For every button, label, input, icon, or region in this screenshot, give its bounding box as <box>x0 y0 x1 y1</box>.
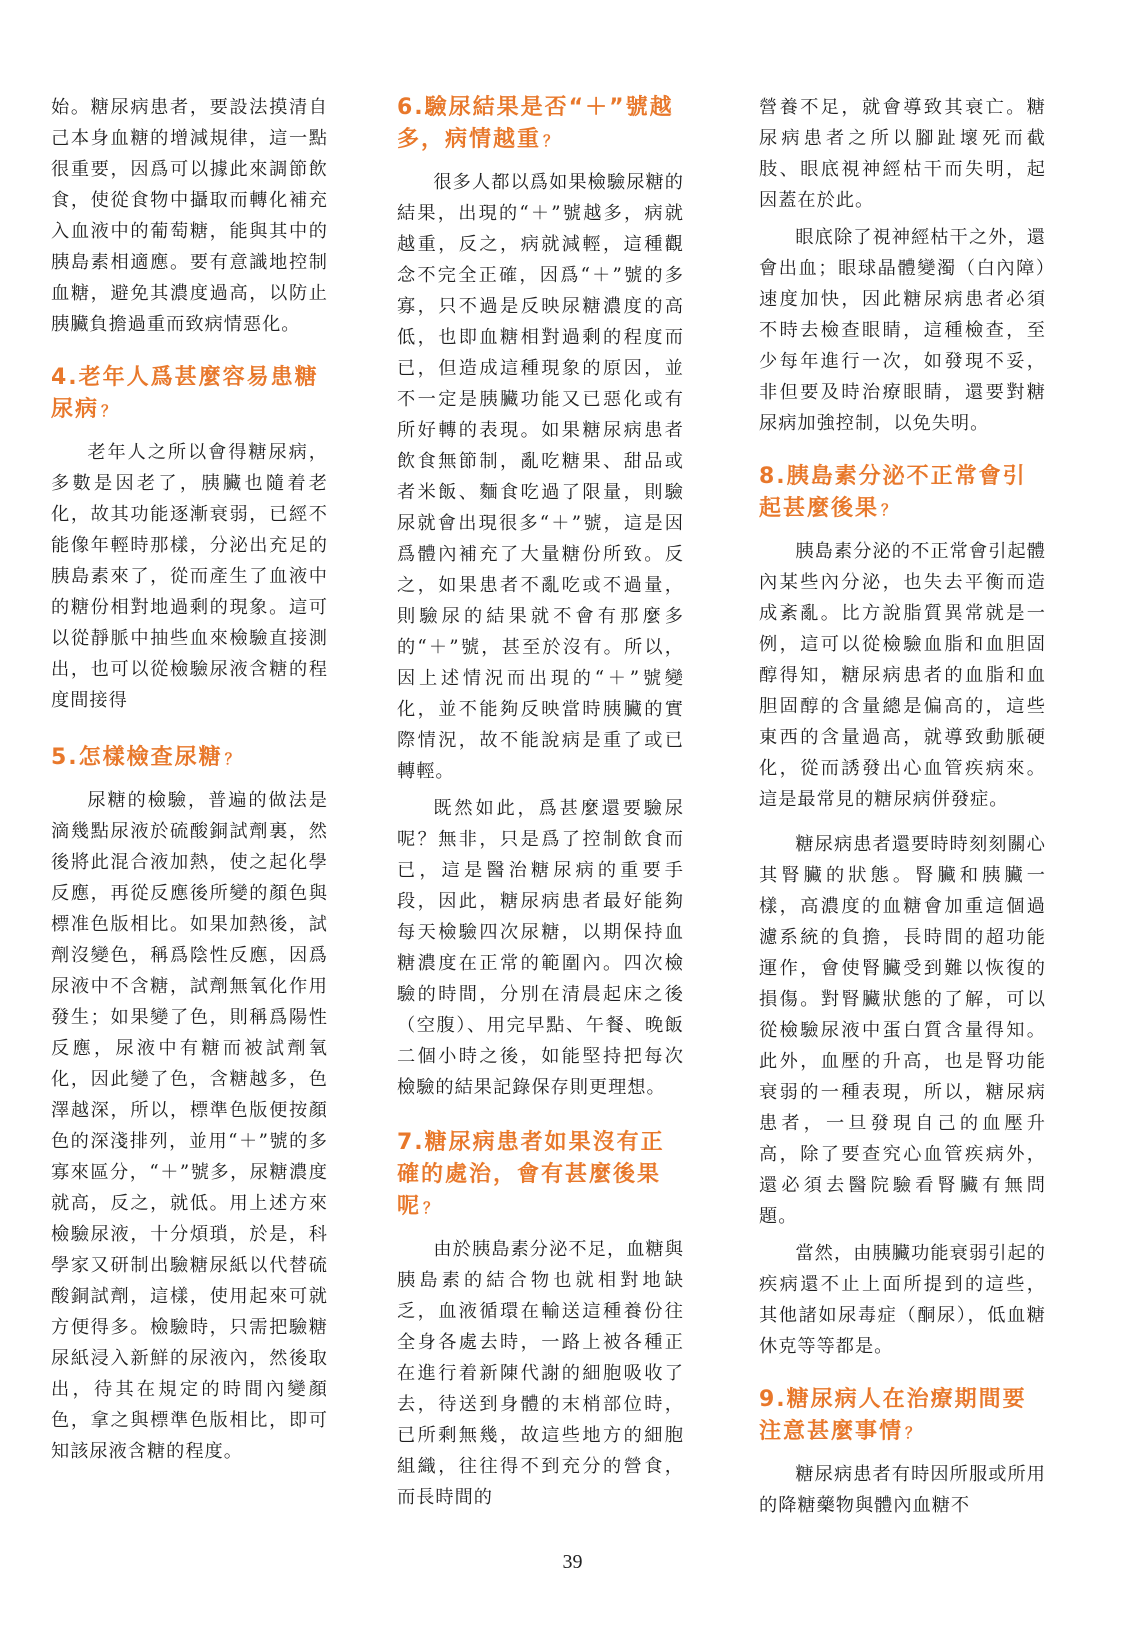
section-heading-8 <box>759 461 1046 526</box>
question-mark: ？ <box>423 1199 441 1217</box>
paragraph: 很多人都以爲如果檢驗尿糖的結果，出現的“＋”號越多，病就越重，反之，病就減輕，這種觀念不完全正確，因爲“＋”號的多寡，只不過是反映尿糖濃度的高低，也即血糖相對過剩的程度而已，但造成這種現象的原因，並不一定是胰臟功能又已惡化或有所好轉的表現。如果糖尿病患者飲食無節制，亂吃糖果、甜品或者米飯、麵食吃過了限量，則驗尿就會出現很多“＋”號，這是因爲體內補充了大量糖份所致。反之，如果患者不亂吃或不過量，則驗尿的結果就不會有那麼多的“＋”號，甚至於沒有。所以，因上述情況而出現的“＋”號變化，並不能夠反映當時胰臟的實際情況，故不能說病是重了或已轉輕。 <box>397 172 684 782</box>
section-heading-7 <box>397 1127 684 1224</box>
question-mark: ？ <box>224 750 242 768</box>
heading-text: 7.糖尿病患者如果沒有正確的處治，會有甚麼後果呢 <box>397 1130 665 1219</box>
column-1 <box>51 92 328 1467</box>
heading-text: 8.胰島素分泌不正常會引起甚麼後果 <box>759 464 1027 521</box>
paragraph: 營養不足，就會導致其衰亡。糖尿病患者之所以腳趾壞死而截肢、眼底視神經枯干而失明，起因蓋在於此。 <box>759 97 1046 211</box>
page-number: 39 <box>562 1551 583 1573</box>
paragraph: 胰島素分泌的不正常會引起體內某些內分泌，也失去平衡而造成紊亂。比方說脂質異常就是一例，這可以從檢驗血脂和血胆固醇得知，糖尿病患者的血脂和血胆固醇的含量總是偏高的，這些東西的含量過高，就導致動脈硬化，從而誘發出心血管疾病來。這是最常見的糖尿病併發症。 <box>759 541 1046 810</box>
heading-text: 6.驗尿結果是否“＋”號越多，病情越重 <box>397 95 674 152</box>
heading-text: 5.怎樣檢查尿糖 <box>51 745 223 770</box>
column-2 <box>397 92 684 1513</box>
question-mark: ？ <box>905 1424 923 1442</box>
paragraph: 既然如此，爲甚麼還要驗尿呢？無非，只是爲了控制飲食而已，這是醫治糖尿病的重要手段，因此，糖尿病患者最好能夠每天檢驗四次尿糖，以期保持血糖濃度在正常的範圍內。四次檢驗的時間，分別在清晨起床之後（空腹）、用完早點、午餐、晚飯二個小時之後，如能堅持把每次檢驗的結果記錄保存則更理想。 <box>397 798 684 1098</box>
paragraph: 尿糖的檢驗，普遍的做法是滴幾點尿液於硫酸銅試劑裏，然後將此混合液加熱，使之起化學反應，再從反應後所變的顏色與標准色版相比。如果加熱後，試劑沒變色，稱爲陰性反應，因爲尿液中不含糖，試劑無氧化作用發生；如果變了色，則稱爲陽性反應，尿液中有糖而被試劑氧化，因此變了色，含糖越多，色澤越深，所以，標準色版便按顏色的深淺排列，並用“＋”號的多寡來區分，“＋”號多，尿糖濃度就高，反之，就低。用上述方來檢驗尿液，十分煩瑣，於是，科學家又研制出驗糖尿紙以代替硫酸銅試劑，這樣，使用起來可就方便得多。檢驗時，只需把驗糖尿紙浸入新鮮的尿液內，然後取出，待其在規定的時間內變顏色，拿之與標準色版相比，即可知該尿液含糖的程度。 <box>51 790 328 1462</box>
section-heading-4 <box>51 362 328 427</box>
paragraph: 糖尿病患者還要時時刻刻關心其腎臟的狀態。腎臟和胰臟一樣，高濃度的血糖會加重這個過濾系統的負擔，長時間的超功能運作，會使腎臟受到難以恢復的損傷。對腎臟狀態的了解，可以從檢驗尿液中蛋白質含量得知。此外，血壓的升高，也是腎功能衰弱的一種表現，所以，糖尿病患者，一旦發現自己的血壓升高，除了要查究心血管疾病外，還必須去醫院驗看腎臟有無問題。 <box>759 834 1046 1227</box>
question-mark: ？ <box>881 501 899 519</box>
section-heading-6 <box>397 92 684 157</box>
section-heading-9 <box>759 1384 1046 1449</box>
paragraph: 當然，由胰臟功能衰弱引起的疾病還不止上面所提到的這些，其他諸如尿毒症（酮尿），低血糖休克等等都是。 <box>759 1243 1046 1357</box>
column-3 <box>759 92 1046 1521</box>
paragraph: 老年人之所以會得糖尿病，多數是因老了，胰臟也隨着老化，故其功能逐漸衰弱，已經不能像年輕時那樣，分泌出充足的胰島素來了，從而產生了血液中的糖份相對地過剩的現象。這可以從靜脈中抽些血來檢驗直接測出，也可以從檢驗尿液含糖的程度間接得 <box>51 442 328 711</box>
question-mark: ？ <box>101 402 119 420</box>
section-heading-5 <box>51 742 328 775</box>
paragraph: 眼底除了視神經枯干之外，還會出血；眼球晶體變濁（白內障）速度加快，因此糖尿病患者必須不時去檢查眼睛，這種檢查，至少每年進行一次，如發現不妥，非但要及時治療眼睛，還要對糖尿病加強控制，以免失明。 <box>759 227 1046 434</box>
paragraph: 始。糖尿病患者，要設法摸清自己本身血糖的增減規律，這一點很重要，因爲可以據此來調節飲食，使從食物中攝取而轉化補充入血液中的葡萄糖，能與其中的胰島素相適應。要有意識地控制血糖，避免其濃度過高，以防止胰臟負擔過重而致病情惡化。 <box>51 97 328 335</box>
heading-text: 9.糖尿病人在治療期間要注意甚麼事情 <box>759 1387 1027 1444</box>
paragraph: 糖尿病患者有時因所服或所用的降糖藥物與體內血糖不 <box>759 1464 1046 1516</box>
heading-text: 4.老年人爲甚麼容易患糖尿病 <box>51 365 319 422</box>
paragraph: 由於胰島素分泌不足，血糖與胰島素的結合物也就相對地缺乏，血液循環在輸送這種養份往全身各處去時，一路上被各種正在進行着新陳代謝的細胞吸收了去，待送到身體的末梢部位時，已所剩無幾，故這些地方的細胞組織，往往得不到充分的營食，而長時間的 <box>397 1239 684 1508</box>
question-mark: ？ <box>543 132 561 150</box>
